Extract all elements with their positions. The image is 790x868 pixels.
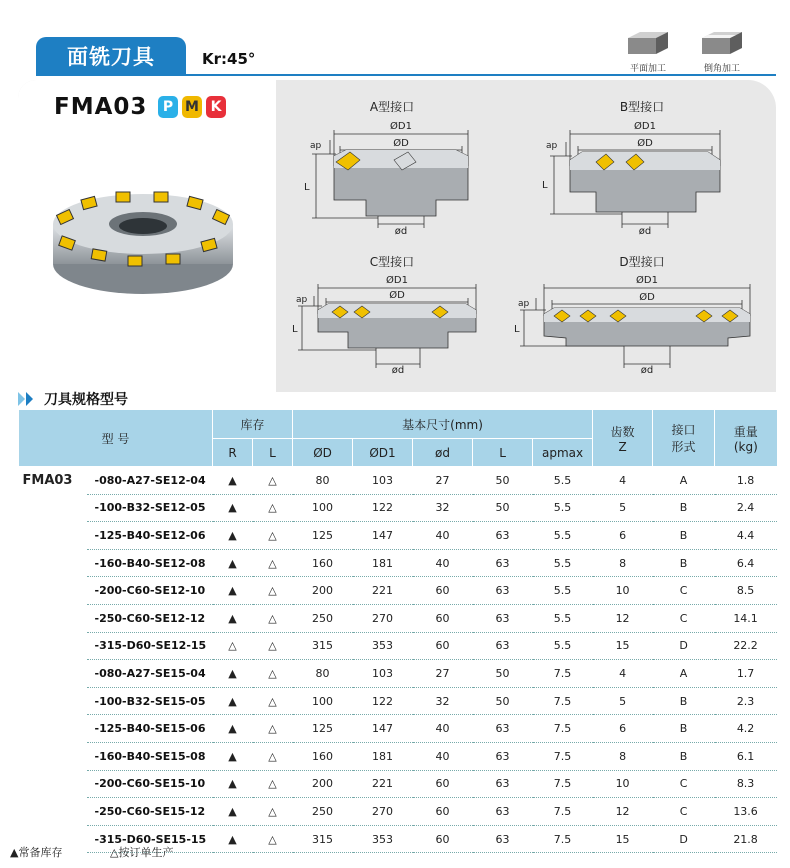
cell-d1: 147 <box>353 715 413 743</box>
a-l-label: L <box>304 182 310 193</box>
c-bore-label: ød <box>391 365 405 374</box>
cell-length: 63 <box>473 742 533 770</box>
cell-stock-r: ▲ <box>213 604 253 632</box>
b-ap-label: ap <box>546 141 558 151</box>
cell-interface: D <box>653 632 715 660</box>
cell-model: -125-B40-SE12-06 <box>87 522 213 550</box>
header-d1: ØD1 <box>353 439 413 467</box>
cell-teeth: 6 <box>593 522 653 550</box>
cell-apmax: 5.5 <box>533 577 593 605</box>
cell-stock-r: ▲ <box>213 494 253 522</box>
spec-table <box>18 410 777 853</box>
header-model: 型 号 <box>19 410 213 467</box>
cell-d1: 270 <box>353 604 413 632</box>
cell-bore: 32 <box>413 494 473 522</box>
header-stock-r: R <box>213 439 253 467</box>
table-row <box>19 798 777 826</box>
table-row <box>19 577 777 605</box>
legend-order: △按订单生产 <box>110 846 174 859</box>
cell-length: 50 <box>473 687 533 715</box>
cell-stock-r: ▲ <box>213 687 253 715</box>
cell-length: 63 <box>473 577 533 605</box>
cell-model: -125-B40-SE15-06 <box>87 715 213 743</box>
d-bore-label: ød <box>640 365 654 374</box>
cell-weight: 21.8 <box>715 825 777 853</box>
d-ap-label: ap <box>518 299 530 309</box>
cell-stock-l: △ <box>253 577 293 605</box>
cell-interface: B <box>653 715 715 743</box>
product-code: FMA03 <box>54 94 148 120</box>
cell-model: -100-B32-SE12-05 <box>87 494 213 522</box>
cell-apmax: 5.5 <box>533 632 593 660</box>
cell-d1: 270 <box>353 798 413 826</box>
a-bore-label: ød <box>394 226 408 235</box>
header-apmax: apmax <box>533 439 593 467</box>
cell-interface: B <box>653 687 715 715</box>
cell-model: -200-C60-SE15-10 <box>87 770 213 798</box>
table-row <box>19 549 777 577</box>
cell-weight: 4.2 <box>715 715 777 743</box>
chamfer-block-icon <box>700 30 744 56</box>
cell-stock-l: △ <box>253 467 293 495</box>
c-d-label: ØD <box>389 290 405 301</box>
cell-interface: A <box>653 467 715 495</box>
header-dims: 基本尺寸(mm) <box>293 410 593 439</box>
cell-model: -250-C60-SE15-12 <box>87 798 213 826</box>
cell-apmax: 5.5 <box>533 549 593 577</box>
b-d-label: ØD <box>637 138 653 149</box>
cell-stock-l: △ <box>253 522 293 550</box>
cell-apmax: 7.5 <box>533 742 593 770</box>
cell-weight: 13.6 <box>715 798 777 826</box>
cell-bore: 60 <box>413 577 473 605</box>
header-weight: 重量 (kg) <box>715 410 777 467</box>
material-badge-k: K <box>206 96 226 118</box>
diagram-c-title: C型接口 <box>369 255 415 269</box>
cell-length: 50 <box>473 467 533 495</box>
c-l-label: L <box>292 324 298 335</box>
cell-length: 63 <box>473 825 533 853</box>
cell-d: 125 <box>293 715 353 743</box>
cell-stock-l: △ <box>253 798 293 826</box>
cell-d1: 221 <box>353 577 413 605</box>
cell-d1: 103 <box>353 467 413 495</box>
cell-weight: 6.4 <box>715 549 777 577</box>
face-milling-caption: 平面加工 <box>629 64 666 74</box>
cell-bore: 27 <box>413 467 473 495</box>
a-ap-label: ap <box>310 141 322 151</box>
cell-weight: 1.8 <box>715 467 777 495</box>
b-l-label: L <box>542 180 548 191</box>
cell-length: 63 <box>473 715 533 743</box>
cell-model: -315-D60-SE15-15 <box>87 825 213 853</box>
legend-stock: ▲常备库存 <box>10 846 63 859</box>
cell-model: -100-B32-SE15-05 <box>87 687 213 715</box>
cell-length: 63 <box>473 632 533 660</box>
c-ap-label: ap <box>296 295 308 305</box>
d-d1-label: ØD1 <box>636 275 658 286</box>
cell-d: 200 <box>293 770 353 798</box>
a-d1-label: ØD1 <box>390 121 412 132</box>
table-row <box>19 632 777 660</box>
cell-apmax: 7.5 <box>533 715 593 743</box>
cell-interface: C <box>653 770 715 798</box>
cell-stock-l: △ <box>253 742 293 770</box>
cell-stock-r: ▲ <box>213 715 253 743</box>
cell-model: -080-A27-SE15-04 <box>87 660 213 688</box>
cell-apmax: 5.5 <box>533 604 593 632</box>
cell-apmax: 5.5 <box>533 467 593 495</box>
cell-d1: 221 <box>353 770 413 798</box>
cell-d1: 353 <box>353 825 413 853</box>
cell-length: 63 <box>473 549 533 577</box>
cell-interface: B <box>653 549 715 577</box>
cell-stock-l: △ <box>253 604 293 632</box>
header-d: ØD <box>293 439 353 467</box>
diagram-a-title: A型接口 <box>369 100 415 114</box>
table-row <box>19 715 777 743</box>
cell-d: 160 <box>293 549 353 577</box>
cell-teeth: 15 <box>593 632 653 660</box>
cell-bore: 32 <box>413 687 473 715</box>
cell-bore: 40 <box>413 522 473 550</box>
cell-interface: B <box>653 742 715 770</box>
header-bore: ød <box>413 439 473 467</box>
table-row <box>19 660 777 688</box>
cell-d: 250 <box>293 798 353 826</box>
cell-model: -160-B40-SE12-08 <box>87 549 213 577</box>
cell-bore: 60 <box>413 632 473 660</box>
cell-interface: D <box>653 825 715 853</box>
cell-teeth: 8 <box>593 549 653 577</box>
cell-weight: 6.1 <box>715 742 777 770</box>
header-length: L <box>473 439 533 467</box>
cell-apmax: 7.5 <box>533 687 593 715</box>
cell-stock-l: △ <box>253 770 293 798</box>
cell-d1: 181 <box>353 742 413 770</box>
cell-d: 315 <box>293 632 353 660</box>
cell-teeth: 5 <box>593 494 653 522</box>
b-d1-label: ØD1 <box>634 121 656 132</box>
cell-interface: B <box>653 522 715 550</box>
cell-length: 50 <box>473 494 533 522</box>
cell-length: 63 <box>473 604 533 632</box>
table-row <box>19 467 777 495</box>
cell-apmax: 5.5 <box>533 522 593 550</box>
cell-stock-l: △ <box>253 494 293 522</box>
material-badge-m: M <box>182 96 202 118</box>
b-bore-label: ød <box>638 226 652 235</box>
cell-teeth: 12 <box>593 604 653 632</box>
cell-stock-r: ▲ <box>213 467 253 495</box>
cell-model: -315-D60-SE12-15 <box>87 632 213 660</box>
c-d1-label: ØD1 <box>386 275 408 286</box>
cell-model: -200-C60-SE12-10 <box>87 577 213 605</box>
cell-teeth: 10 <box>593 770 653 798</box>
interface-b-diagram <box>540 110 740 235</box>
cell-teeth: 6 <box>593 715 653 743</box>
cell-apmax: 5.5 <box>533 494 593 522</box>
header-stock: 库存 <box>213 410 293 439</box>
cell-stock-r: ▲ <box>213 549 253 577</box>
cell-interface: B <box>653 494 715 522</box>
cell-apmax: 7.5 <box>533 798 593 826</box>
cell-bore: 40 <box>413 742 473 770</box>
cell-d: 125 <box>293 522 353 550</box>
cell-model: -250-C60-SE12-12 <box>87 604 213 632</box>
cell-bore: 60 <box>413 604 473 632</box>
cell-apmax: 7.5 <box>533 660 593 688</box>
cell-length: 63 <box>473 798 533 826</box>
cell-model: -160-B40-SE15-08 <box>87 742 213 770</box>
cell-weight: 8.3 <box>715 770 777 798</box>
cell-stock-l: △ <box>253 687 293 715</box>
interface-a-diagram <box>296 110 486 235</box>
cell-d: 100 <box>293 687 353 715</box>
cell-bore: 60 <box>413 825 473 853</box>
interface-c-diagram <box>292 266 492 374</box>
cell-stock-r: ▲ <box>213 825 253 853</box>
cell-apmax: 7.5 <box>533 825 593 853</box>
header-interface: 接口 形式 <box>653 410 715 467</box>
cell-stock-r: ▲ <box>213 577 253 605</box>
table-row <box>19 770 777 798</box>
cell-weight: 14.1 <box>715 604 777 632</box>
table-row <box>19 494 777 522</box>
cell-d1: 103 <box>353 660 413 688</box>
cell-teeth: 5 <box>593 687 653 715</box>
cell-d: 315 <box>293 825 353 853</box>
cell-d1: 122 <box>353 687 413 715</box>
cell-stock-r: ▲ <box>213 798 253 826</box>
cell-stock-r: ▲ <box>213 522 253 550</box>
cell-stock-l: △ <box>253 715 293 743</box>
cell-stock-r: △ <box>213 632 253 660</box>
a-d-label: ØD <box>393 138 409 149</box>
cell-d: 100 <box>293 494 353 522</box>
face-mill-cutter-image <box>36 176 250 298</box>
diagram-b-title: B型接口 <box>619 100 665 114</box>
cell-stock-l: △ <box>253 660 293 688</box>
cell-bore: 40 <box>413 549 473 577</box>
cell-d1: 147 <box>353 522 413 550</box>
cell-d: 160 <box>293 742 353 770</box>
interface-d-diagram <box>514 266 764 374</box>
series-label: FMA03 <box>22 473 73 488</box>
header-teeth: 齿数 Z <box>593 410 653 467</box>
diagram-d-title: D型接口 <box>619 255 665 269</box>
cell-d: 80 <box>293 660 353 688</box>
cell-weight: 4.4 <box>715 522 777 550</box>
cell-stock-l: △ <box>253 632 293 660</box>
material-badge-p: P <box>158 96 178 118</box>
table-row <box>19 742 777 770</box>
d-d-label: ØD <box>639 292 655 303</box>
cell-model: -080-A27-SE12-04 <box>87 467 213 495</box>
cell-apmax: 7.5 <box>533 770 593 798</box>
cell-teeth: 4 <box>593 467 653 495</box>
cell-bore: 40 <box>413 715 473 743</box>
kr-angle: Kr:45° <box>202 50 256 68</box>
cell-stock-l: △ <box>253 549 293 577</box>
table-row <box>19 604 777 632</box>
cell-length: 63 <box>473 522 533 550</box>
cell-bore: 27 <box>413 660 473 688</box>
cell-weight: 22.2 <box>715 632 777 660</box>
cell-stock-r: ▲ <box>213 770 253 798</box>
header-stock-l: L <box>253 439 293 467</box>
cell-weight: 2.3 <box>715 687 777 715</box>
cell-stock-r: ▲ <box>213 742 253 770</box>
cell-d1: 181 <box>353 549 413 577</box>
cell-teeth: 15 <box>593 825 653 853</box>
cell-d1: 353 <box>353 632 413 660</box>
table-row <box>19 687 777 715</box>
section-arrow-icon <box>18 392 40 406</box>
d-l-label: L <box>514 324 520 335</box>
cell-teeth: 10 <box>593 577 653 605</box>
section-title: 刀具规格型号 <box>44 392 128 408</box>
cell-d: 250 <box>293 604 353 632</box>
cell-stock-r: ▲ <box>213 660 253 688</box>
cell-weight: 8.5 <box>715 577 777 605</box>
cell-weight: 1.7 <box>715 660 777 688</box>
cell-teeth: 4 <box>593 660 653 688</box>
cell-bore: 60 <box>413 770 473 798</box>
header-divider <box>36 74 776 76</box>
table-row <box>19 522 777 550</box>
cell-interface: C <box>653 604 715 632</box>
cell-interface: C <box>653 798 715 826</box>
cell-teeth: 8 <box>593 742 653 770</box>
cell-d: 80 <box>293 467 353 495</box>
category-title: 面铣刀具 <box>36 37 186 75</box>
cell-interface: C <box>653 577 715 605</box>
cell-d: 200 <box>293 577 353 605</box>
cell-length: 50 <box>473 660 533 688</box>
cell-interface: A <box>653 660 715 688</box>
cell-weight: 2.4 <box>715 494 777 522</box>
chamfer-caption: 倒角加工 <box>703 64 740 74</box>
cell-teeth: 12 <box>593 798 653 826</box>
face-milling-block-icon <box>626 30 670 56</box>
cell-stock-l: △ <box>253 825 293 853</box>
cell-length: 63 <box>473 770 533 798</box>
cell-d1: 122 <box>353 494 413 522</box>
cell-bore: 60 <box>413 798 473 826</box>
